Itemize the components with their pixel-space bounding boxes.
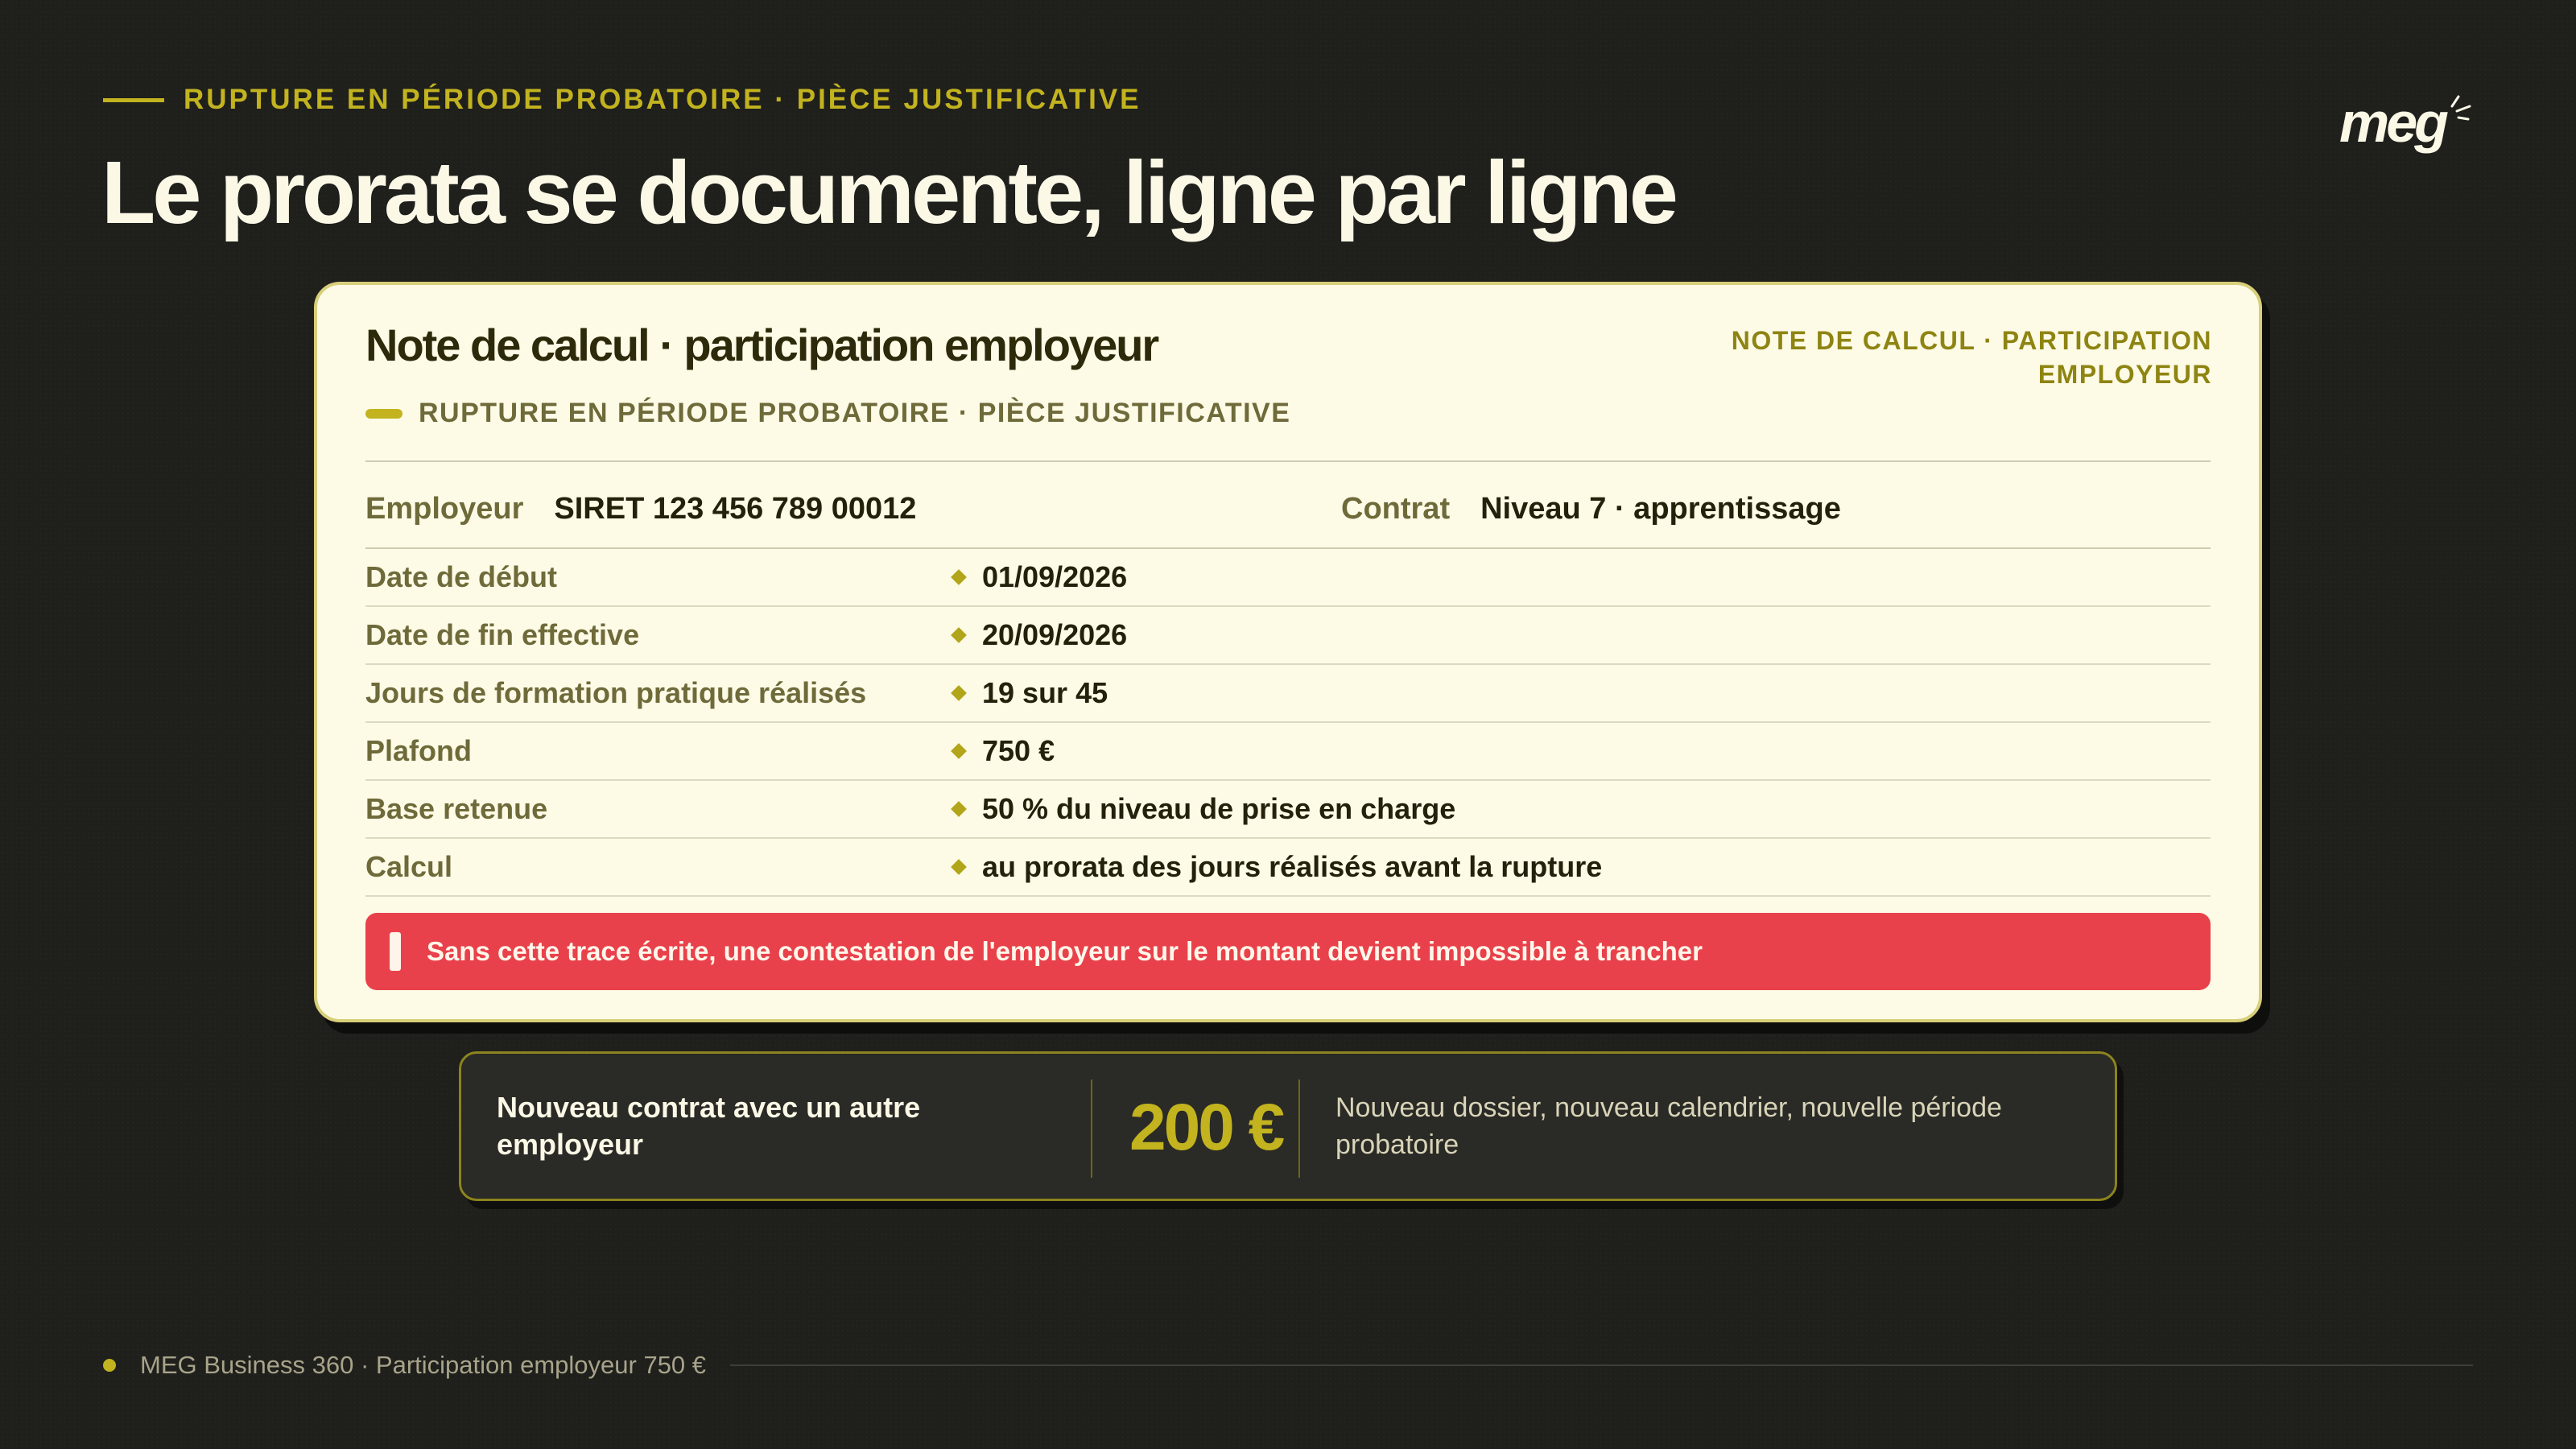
card-corner-label: NOTE DE CALCUL · PARTICIPATION EMPLOYEUR bbox=[1731, 326, 2212, 389]
footer-text: MEG Business 360 · Participation employeur 750 € bbox=[140, 1351, 707, 1379]
row-label: Plafond bbox=[365, 734, 472, 767]
meta-row bbox=[365, 469, 2211, 549]
row-value: 50 % du niveau de prise en charge bbox=[982, 792, 1456, 825]
card-kicker-text: RUPTURE EN PÉRIODE PROBATOIRE · PIÈCE JUSTIFICATIVE bbox=[419, 398, 1291, 428]
card-title: Note de calcul · participation employeur bbox=[365, 320, 1158, 370]
contract-group bbox=[1341, 492, 1841, 526]
calculation-note-card bbox=[314, 282, 2262, 1022]
diamond-icon bbox=[951, 743, 967, 759]
contract-label: Contrat bbox=[1341, 491, 1451, 526]
card-kicker bbox=[365, 398, 1290, 429]
row-label: Date de fin effective bbox=[365, 618, 640, 651]
new-contract-label: Nouveau contrat avec un autre employeur bbox=[497, 1091, 921, 1161]
warning-banner bbox=[365, 913, 2211, 990]
row-value: 19 sur 45 bbox=[982, 676, 1108, 709]
meg-logo: meg bbox=[2339, 91, 2446, 154]
table-row bbox=[365, 549, 2211, 607]
table-row bbox=[365, 839, 2211, 897]
row-label: Date de début bbox=[365, 560, 558, 593]
row-label: Calcul bbox=[365, 850, 453, 883]
kicker-line bbox=[103, 98, 164, 102]
table-row bbox=[365, 665, 2211, 723]
page-title: Le prorata se documente, ligne par ligne bbox=[101, 143, 1675, 242]
divider bbox=[1298, 1080, 1300, 1178]
row-label: Base retenue bbox=[365, 792, 548, 825]
row-value: 20/09/2026 bbox=[982, 618, 1128, 651]
diamond-icon bbox=[951, 685, 967, 701]
divider bbox=[365, 460, 2211, 462]
kicker bbox=[103, 84, 1141, 116]
table-row bbox=[365, 607, 2211, 665]
table-row bbox=[365, 723, 2211, 781]
new-contract-description: Nouveau dossier, nouveau calendrier, nouvelle période probatoire bbox=[1335, 1092, 2002, 1160]
employer-value: SIRET 123 456 789 00012 bbox=[554, 491, 917, 526]
warning-text: Sans cette trace écrite, une contestation de l'employeur sur le montant devient impossible à trancher bbox=[427, 936, 1703, 966]
kicker-text: RUPTURE EN PÉRIODE PROBATOIRE · PIÈCE JUSTIFICATIVE bbox=[184, 84, 1141, 115]
footer-line bbox=[730, 1364, 2473, 1366]
new-contract-amount: 200 € bbox=[1129, 1091, 1283, 1164]
diamond-icon bbox=[951, 801, 967, 817]
row-value: 01/09/2026 bbox=[982, 560, 1128, 593]
row-value: au prorata des jours réalisés avant la rupture bbox=[982, 850, 1603, 883]
contract-value: Niveau 7 · apprentissage bbox=[1480, 491, 1841, 526]
row-label: Jours de formation pratique réalisés bbox=[365, 676, 867, 709]
footer-dot-icon bbox=[103, 1359, 116, 1372]
employer-label: Employeur bbox=[365, 491, 524, 526]
diamond-icon bbox=[951, 859, 967, 875]
divider bbox=[1091, 1080, 1092, 1178]
table-row bbox=[365, 781, 2211, 839]
card-kicker-bar bbox=[365, 409, 402, 419]
row-value: 750 € bbox=[982, 734, 1055, 767]
alert-bar-icon bbox=[390, 932, 401, 971]
calc-rows bbox=[365, 549, 2211, 897]
new-contract-panel bbox=[459, 1051, 2117, 1201]
diamond-icon bbox=[951, 627, 967, 643]
diamond-icon bbox=[951, 569, 967, 585]
spark-icon bbox=[2447, 95, 2473, 127]
footer bbox=[103, 1351, 2473, 1380]
